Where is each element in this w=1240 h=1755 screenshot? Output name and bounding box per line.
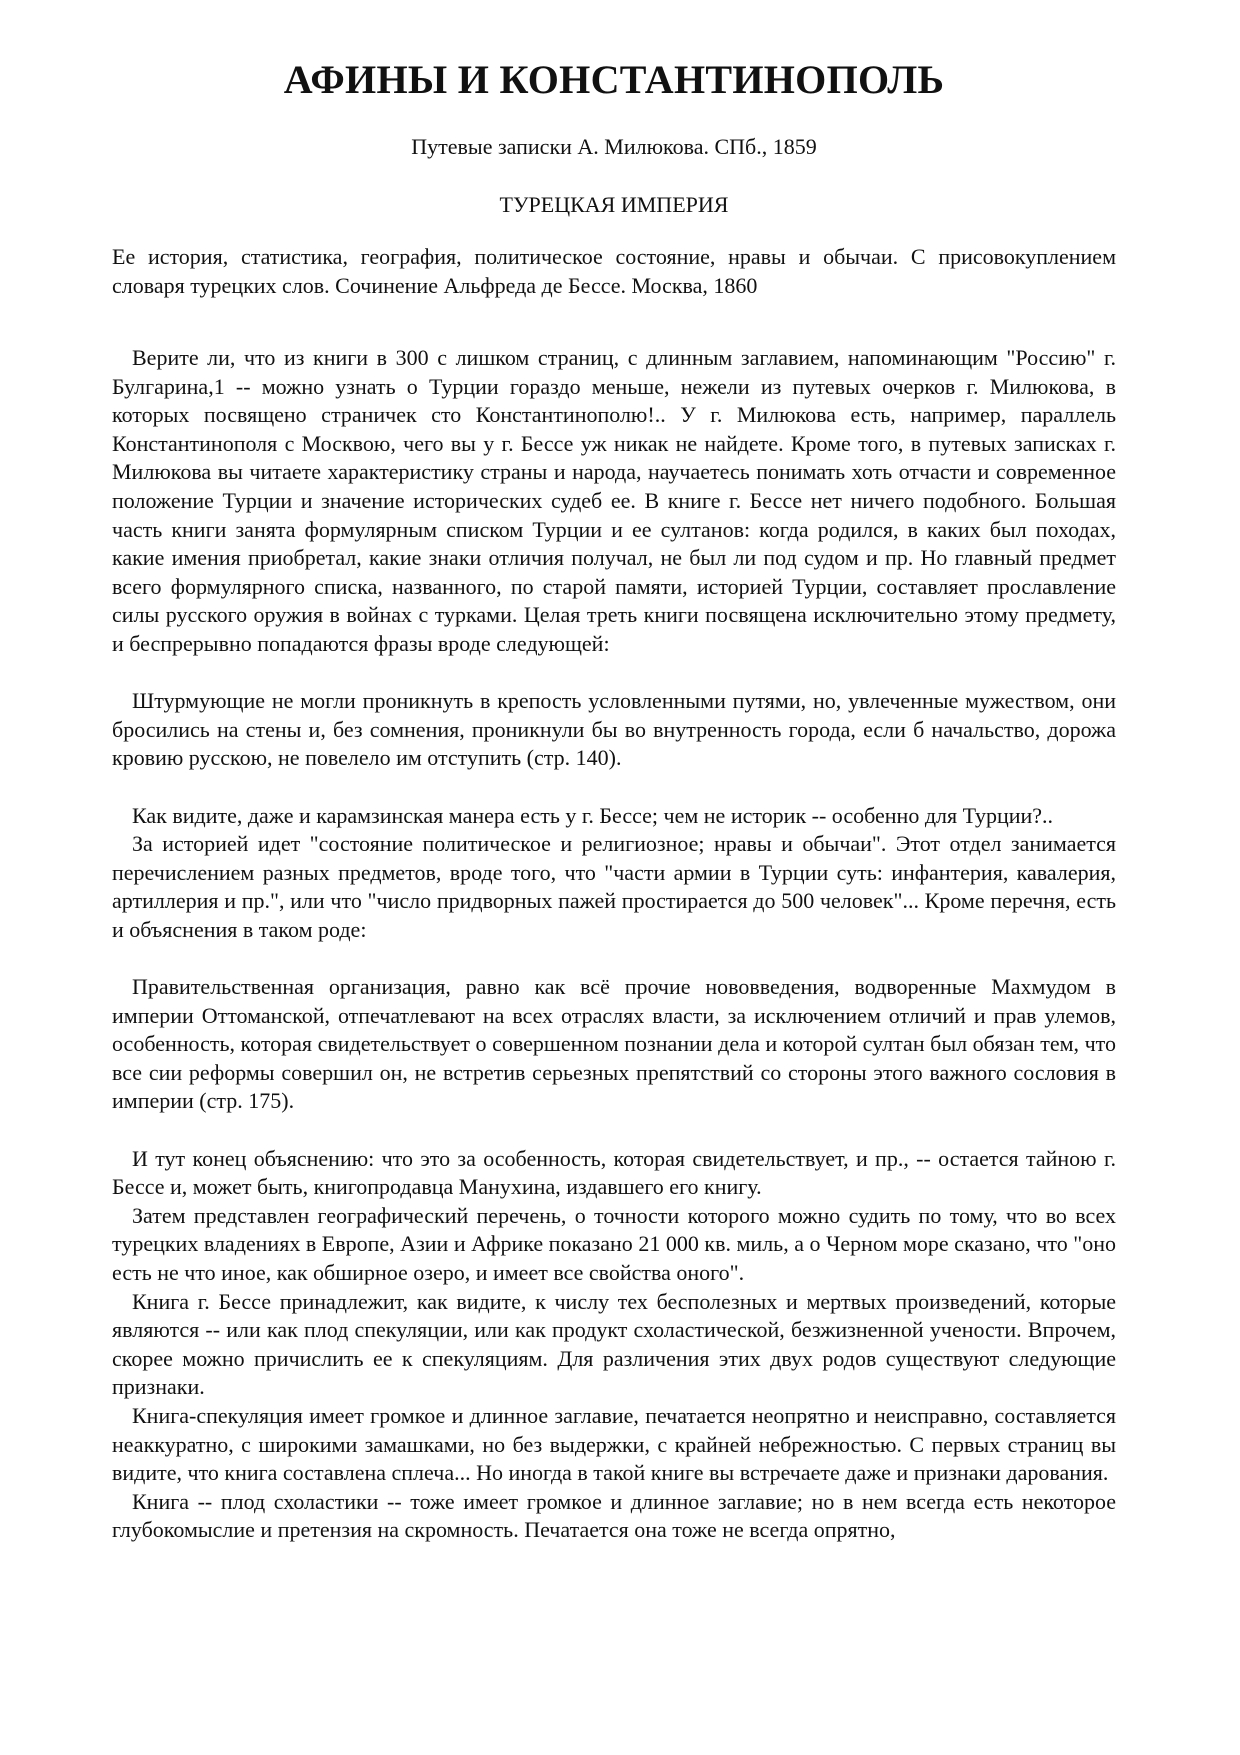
paragraph: И тут конец объяснению: что это за особенность, которая свидетельствует, и пр., -- остается тайною г. Бессе и, может быть, книгопродавца Манухина, издавшего его книгу.	[112, 1145, 1116, 1200]
document-title: АФИНЫ И КОНСТАНТИНОПОЛЬ	[283, 57, 945, 102]
paragraph: Как видите, даже и карамзинская манера есть у г. Бессе; чем не историк -- особенно для Турции?..	[132, 802, 1054, 828]
body-text	[112, 344, 1116, 1545]
block-quote: Правительственная организация, равно как всё прочие нововведения, водворенные Махмудом в империи Оттоманской, отпечатлевают на всех отраслях власти, за исключением отличий и прав улемов, особенность, которая свидетельствует о совершенном познании дела и которой султан был обязан тем, что все сии реформы совершил он, не встретив серьезных препятствий со стороны этого важного сословия в империи (стр. 175).	[112, 974, 1116, 1114]
section-heading: ТУРЕЦКАЯ ИМПЕРИЯ	[499, 192, 729, 217]
paragraph: Затем представлен географический перечень, о точности которого можно судить по тому, что во всех турецких владениях в Европе, Азии и Африке показано 21 000 кв. миль, а о Черном море сказано, что "оно есть не что иное, как обширное озеро, и имеет все свойства оного".	[112, 1202, 1116, 1285]
paragraph: Книга -- плод схоластики -- тоже имеет громкое и длинное заглавие; но в нем всегда есть некоторое глубокомыслие и претензия на скромность. Печатается она тоже не всегда опрятно,	[112, 1488, 1116, 1543]
paragraph: За историей идет "состояние политическое и религиозное; нравы и обычаи". Этот отдел занимается перечислением разных предметов, вроде того, что "части армии в Турции суть: инфантерия, кавалерия, артиллерия и пр.", или что "число придворных пажей простирается до 500 человек"... Кроме перечня, есть и объяснения в таком роде:	[112, 831, 1116, 942]
paragraph: Книга г. Бессе принадлежит, как видите, к числу тех бесполезных и мертвых произведений, которые являются -- или как плод спекуляции, или как продукт схоластической, безжизненной учености. Впрочем, скорее можно причислить ее к спекуляциям. Для различения этих двух родов существуют следующие признаки.	[112, 1288, 1116, 1400]
block-quote: Штурмующие не могли проникнуть в крепость условленными путями, но, увлеченные мужеством, они бросились на стены и, без сомнения, проникнули бы во внутренность города, если б начальство, дорожа кровию русскою, не повелело им отступить (стр. 140).	[112, 688, 1116, 771]
document-page	[112, 50, 1116, 1545]
reviewed-book-description: Ее история, статистика, география, политическое состояние, нравы и обычаи. С присовокуплением словаря турецких слов. Сочинение Альфреда де Бессе. Москва, 1860	[112, 244, 1116, 298]
paragraph: Книга-спекуляция имеет громкое и длинное заглавие, печатается неопрятно и неисправно, составляется неаккуратно, с широкими замашками, но без выдержки, с крайней небрежностью. С первых страниц вы видите, что книга составлена сплеча... Но иногда в такой книге вы встречаете даже и признаки дарования.	[112, 1402, 1116, 1486]
paragraph: Верите ли, что из книги в 300 с лишком страниц, с длинным заглавием, напоминающим "Россию" г. Булгарина,1 -- можно узнать о Турции гораздо меньше, нежели из путевых очерков г. Милюкова, в которых посвящено страничек сто Константинополю!.. У г. Милюкова есть, например, параллель Константинополя с Москвою, чего вы у г. Бессе уж никак не найдете. Кроме того, в путевых записках г. Милюкова вы читаете характеристику страны и народа, научаетесь понимать хоть отчасти и современное положение Турции и значение исторических судеб ее. В книге г. Бессе нет ничего подобного. Большая часть книги занята формулярным списком Турции и ее султанов: когда родился, в каких был походах, какие имения приобретал, какие знаки отличия получал, не был ли под судом и пр. Но главный предмет всего формулярного списка, названного, по старой памяти, историей Турции, составляет прославление силы русского оружия в войнах с турками. Целая треть книги посвящена исключительно этому предмету, и беспрерывно попадаются фразы вроде следующей:	[112, 345, 1116, 656]
document-subtitle: Путевые записки А. Милюкова. СПб., 1859	[411, 134, 817, 159]
